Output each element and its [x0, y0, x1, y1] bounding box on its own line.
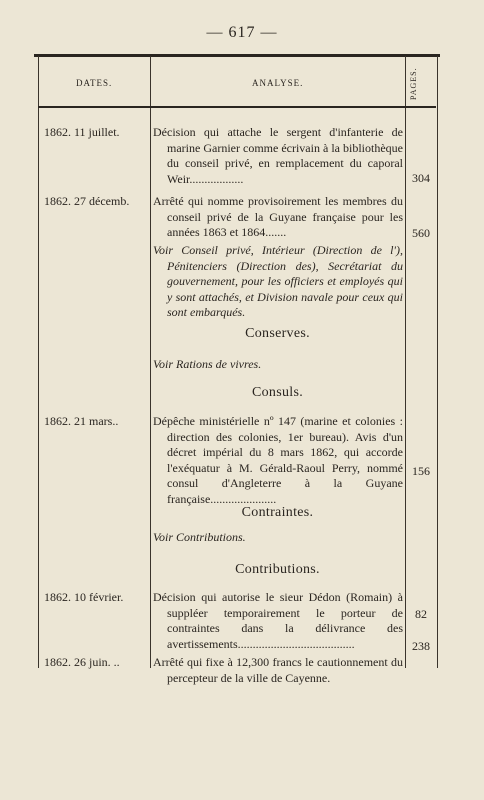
see-also: Voir Rations de vivres. — [153, 357, 262, 371]
section-title: Contraintes. — [241, 505, 314, 520]
entry-page: 82 — [415, 607, 427, 621]
entry-text: Décision qui attache le sergent d'infanterie de marine Garnier comme écrivain à la bibliothèque du conseil privé, en remplacement du caporal Weir.................. — [153, 125, 403, 186]
entry-text: Voir Conseil privé, Intérieur (Direction de l'), Pénitenciers (Direction des), Secrétariat du gouvernement, pour les officiers et employés qui y sont attachés, et Division navale pour ceux qui sont embarqués. — [153, 243, 403, 319]
section-title: Conserves. — [245, 326, 310, 341]
entry-date: 1862. 10 février. — [44, 590, 124, 604]
section-title: Consuls. — [251, 385, 304, 400]
see-also: Voir Contributions. — [153, 530, 246, 544]
entry-text: Dépêche ministérielle nº 147 (marine et colonies : direction des colonies, 1er bureau). Avis d'un décret impérial du 8 mars 1862, qui accorde l'exéquatur à M. Gérald-Raoul Perry, nommé consul d'Angleterre à la Guyane française...................... — [153, 414, 403, 506]
entry-page: 156 — [412, 464, 430, 478]
entry-date: 1862. 21 mars.. — [44, 414, 119, 428]
entry-page: 238 — [412, 639, 430, 653]
page-number: — 617 — — [206, 24, 278, 41]
entry-page: 304 — [412, 171, 430, 185]
entry-date: 1862. 11 juillet. — [44, 125, 120, 139]
entry-text: Décision qui autorise le sieur Dédon (Romain) à suppléer temporairement le porteur de contraintes dans la délivrance des avertissements....................................... — [153, 590, 403, 651]
header-dates: DATES. — [76, 78, 113, 88]
column-divider-pages — [405, 56, 406, 668]
section-title: Contributions. — [235, 562, 320, 577]
entry-date: 1862. 26 juin. .. — [44, 655, 120, 669]
entry-date: 1862. 27 décemb. — [44, 194, 130, 208]
header-rule — [38, 106, 436, 108]
header-analyse: ANALYSE. — [252, 78, 304, 88]
entry-text: Arrêté qui nomme provisoirement les membres du conseil privé de la Guyane française pour les années 1863 et 1864....... — [153, 194, 403, 239]
entry-text: Arrêté qui fixe à 12,300 francs le cautionnement du percepteur de la ville de Cayenne. — [153, 655, 403, 685]
entry-page: 560 — [412, 226, 430, 240]
header-pages: PAGES. — [409, 67, 418, 101]
